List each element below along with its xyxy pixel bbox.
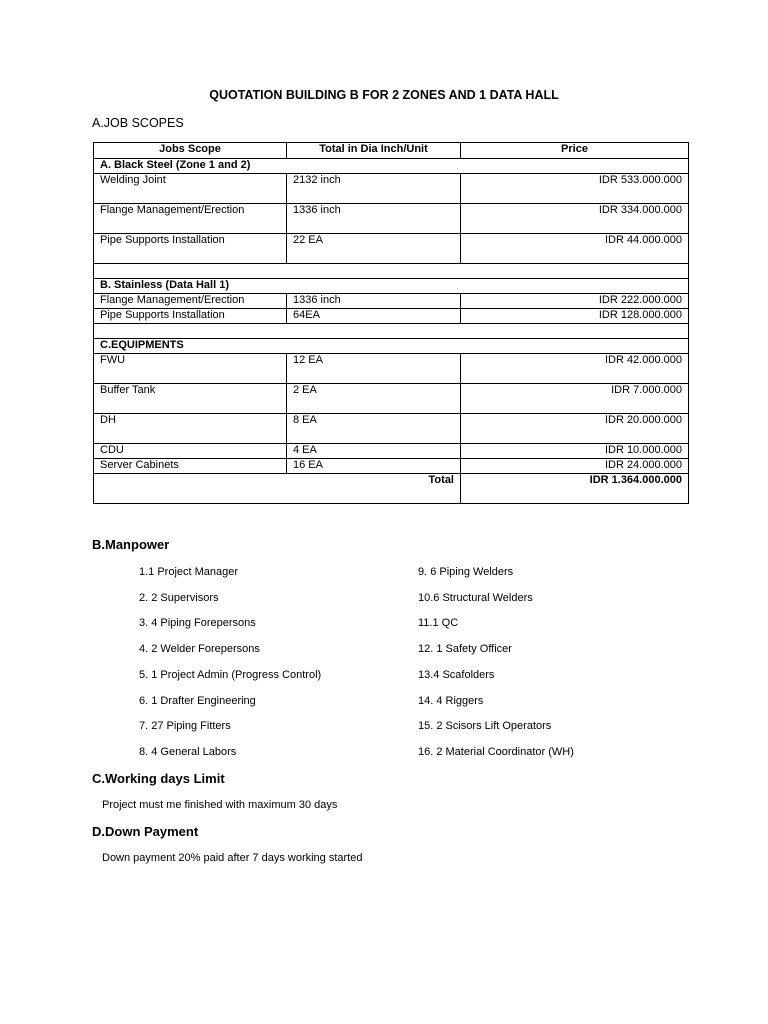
price-cell: IDR 44.000.000 bbox=[461, 234, 689, 264]
manpower-item: 15. 2 Scisors Lift Operators bbox=[418, 720, 552, 732]
table-header-row bbox=[94, 143, 689, 159]
price-cell: IDR 42.000.000 bbox=[461, 354, 689, 384]
header-total: Total in Dia Inch/Unit bbox=[287, 143, 461, 159]
qty-cell: 12 EA bbox=[287, 354, 461, 384]
scope-cell: Buffer Tank bbox=[94, 384, 287, 414]
qty-cell: 1336 inch bbox=[287, 294, 461, 309]
manpower-item: 11.1 QC bbox=[418, 617, 459, 629]
price-cell: IDR 128.000.000 bbox=[461, 309, 689, 324]
qty-cell: 2132 inch bbox=[287, 174, 461, 204]
working-days-text: Project must me finished with maximum 30 days bbox=[102, 799, 338, 811]
price-cell: IDR 222.000.000 bbox=[461, 294, 689, 309]
qty-cell: 16 EA bbox=[287, 459, 461, 474]
qty-cell: 64EA bbox=[287, 309, 461, 324]
manpower-item: 8. 4 General Labors bbox=[139, 746, 237, 758]
scope-cell: FWU bbox=[94, 354, 287, 384]
manpower-item: 12. 1 Safety Officer bbox=[418, 643, 512, 655]
table-row bbox=[94, 294, 689, 309]
scope-cell: Pipe Supports Installation bbox=[94, 234, 287, 264]
scope-cell: Flange Management/Erection bbox=[94, 294, 287, 309]
blank-row bbox=[94, 264, 689, 279]
document-title: QUOTATION BUILDING B FOR 2 ZONES AND 1 DATA HALL bbox=[209, 88, 559, 102]
price-cell: IDR 10.000.000 bbox=[461, 444, 689, 459]
manpower-item: 13.4 Scafolders bbox=[418, 669, 495, 681]
qty-cell: 22 EA bbox=[287, 234, 461, 264]
qty-cell: 4 EA bbox=[287, 444, 461, 459]
scope-cell: Welding Joint bbox=[94, 174, 287, 204]
group-equipments: C.EQUIPMENTS bbox=[94, 339, 689, 354]
manpower-item: 3. 4 Piping Forepersons bbox=[139, 617, 256, 629]
qty-cell: 2 EA bbox=[287, 384, 461, 414]
quotation-table bbox=[93, 142, 689, 504]
manpower-item: 6. 1 Drafter Engineering bbox=[139, 695, 256, 707]
manpower-item: 4. 2 Welder Forepersons bbox=[139, 643, 260, 655]
manpower-item: 16. 2 Material Coordinator (WH) bbox=[418, 746, 574, 758]
down-payment-text: Down payment 20% paid after 7 days working started bbox=[102, 852, 363, 864]
manpower-item: 14. 4 Riggers bbox=[418, 695, 484, 707]
scope-cell: DH bbox=[94, 414, 287, 444]
table-row bbox=[94, 354, 689, 384]
manpower-item: 5. 1 Project Admin (Progress Control) bbox=[139, 669, 322, 681]
total-label: Total bbox=[94, 474, 461, 504]
manpower-item: 2. 2 Supervisors bbox=[139, 592, 219, 604]
section-a-heading: A.JOB SCOPES bbox=[92, 116, 184, 130]
table-row bbox=[94, 384, 689, 414]
scope-cell: Flange Management/Erection bbox=[94, 204, 287, 234]
table-row bbox=[94, 309, 689, 324]
header-jobs-scope: Jobs Scope bbox=[94, 143, 287, 159]
scope-cell: CDU bbox=[94, 444, 287, 459]
price-cell: IDR 334.000.000 bbox=[461, 204, 689, 234]
table-row bbox=[94, 414, 689, 444]
price-cell: IDR 7.000.000 bbox=[461, 384, 689, 414]
scope-cell: Pipe Supports Installation bbox=[94, 309, 287, 324]
table-row bbox=[94, 444, 689, 459]
table-row bbox=[94, 234, 689, 264]
manpower-item: 10.6 Structural Welders bbox=[418, 592, 533, 604]
down-payment-heading: D.Down Payment bbox=[92, 824, 199, 839]
table-row bbox=[94, 174, 689, 204]
group-black-steel: A. Black Steel (Zone 1 and 2) bbox=[94, 159, 689, 174]
price-cell: IDR 20.000.000 bbox=[461, 414, 689, 444]
blank-row bbox=[94, 324, 689, 339]
price-cell: IDR 24.000.000 bbox=[461, 459, 689, 474]
total-row bbox=[94, 474, 689, 504]
qty-cell: 8 EA bbox=[287, 414, 461, 444]
manpower-item: 9. 6 Piping Welders bbox=[418, 566, 514, 578]
manpower-heading: B.Manpower bbox=[92, 537, 170, 552]
working-days-heading: C.Working days Limit bbox=[92, 771, 225, 786]
group-stainless: B. Stainless (Data Hall 1) bbox=[94, 279, 689, 294]
total-value: IDR 1.364.000.000 bbox=[461, 474, 689, 504]
scope-cell: Server Cabinets bbox=[94, 459, 287, 474]
price-cell: IDR 533.000.000 bbox=[461, 174, 689, 204]
manpower-item: 7. 27 Piping Fitters bbox=[139, 720, 231, 732]
table-row bbox=[94, 459, 689, 474]
manpower-item: 1.1 Project Manager bbox=[139, 566, 239, 578]
qty-cell: 1336 inch bbox=[287, 204, 461, 234]
header-price: Price bbox=[461, 143, 689, 159]
table-row bbox=[94, 204, 689, 234]
